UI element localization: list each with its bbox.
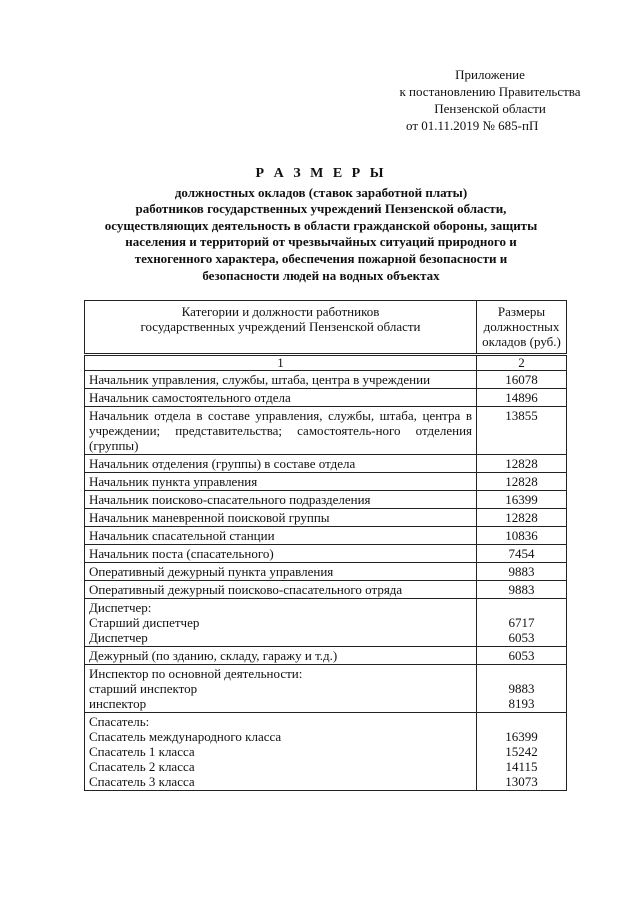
- blank-line: [481, 666, 562, 681]
- salary-cell: [477, 599, 567, 647]
- header-text: Размеры: [497, 304, 546, 319]
- heading-line: безопасности людей на водных объектах: [202, 267, 440, 283]
- heading-line: работников государственных учреждений Пензенской области,: [135, 201, 507, 217]
- category-cell: Начальник управления, службы, штаба, центра в учреждении: [85, 371, 477, 389]
- group-title: Диспетчер:: [89, 600, 152, 615]
- group-value: 14115: [505, 759, 538, 774]
- salary-cell: [477, 665, 567, 713]
- category-cell: [85, 599, 477, 647]
- category-cell: Начальник маневренной поисковой группы: [85, 509, 477, 527]
- group-value: 8193: [508, 696, 535, 711]
- salary-cell: 16399: [477, 491, 567, 509]
- salary-cell: 7454: [477, 545, 567, 563]
- category-cell: Начальник отдела в составе управления, службы, штаба, центра в учреждении; представительства; самостоятель-ного отделения (группы): [85, 407, 477, 455]
- group-value: 15242: [505, 744, 538, 759]
- table-row: [85, 647, 567, 665]
- table-row: [85, 509, 567, 527]
- category-cell: [85, 665, 477, 713]
- salary-cell: 9883: [477, 581, 567, 599]
- category-column-header: [85, 301, 477, 355]
- table-row: [85, 581, 567, 599]
- appendix-date-line: от 01.11.2019 № 685-пП: [406, 118, 539, 133]
- group-value: 16399: [505, 729, 538, 744]
- table-header-row: [85, 301, 567, 355]
- appendix-line: Пензенской области: [434, 101, 546, 116]
- category-cell: Начальник поста (спасательного): [85, 545, 477, 563]
- group-item: Старший диспетчер: [89, 615, 200, 630]
- table-row: [85, 491, 567, 509]
- column-number-row: [85, 355, 567, 371]
- salary-column-header: [477, 301, 567, 355]
- blank-line: [481, 600, 562, 615]
- group-item: инспектор: [89, 696, 147, 711]
- salary-cell: [477, 713, 567, 791]
- salary-cell: 13855: [477, 407, 567, 455]
- heading-line: осуществляющих деятельность в области гражданской обороны, защиты: [104, 217, 538, 233]
- table-row: [85, 455, 567, 473]
- heading-line: должностных окладов (ставок заработной платы): [174, 184, 468, 200]
- table-row-group-dispatcher: [85, 599, 567, 647]
- table-row: [85, 563, 567, 581]
- group-value: 6053: [508, 630, 535, 645]
- appendix-line: к постановлению Правительства: [399, 84, 581, 99]
- category-cell: Оперативный дежурный поисково-спасательного отряда: [85, 581, 477, 599]
- salary-cell: 16078: [477, 371, 567, 389]
- category-cell: Начальник поисково-спасательного подразделения: [85, 491, 477, 509]
- table-row: [85, 371, 567, 389]
- group-item: Спасатель 2 класса: [89, 759, 195, 774]
- header-text: государственных учреждений Пензенской области: [140, 319, 421, 334]
- heading-line: техногенного характера, обеспечения пожарной безопасности и: [134, 250, 508, 266]
- header-text: должностных: [483, 319, 560, 334]
- salary-cell: 6053: [477, 647, 567, 665]
- category-cell: Начальник пункта управления: [85, 473, 477, 491]
- table-row: [85, 407, 567, 455]
- group-item: Спасатель 3 класса: [89, 774, 195, 789]
- header-text: окладов (руб.): [482, 334, 561, 349]
- category-cell: Начальник отделения (группы) в составе отдела: [85, 455, 477, 473]
- salary-cell: 10836: [477, 527, 567, 545]
- category-cell: Начальник самостоятельного отдела: [85, 389, 477, 407]
- heading-line: населения и территорий от чрезвычайных ситуаций природного и: [125, 234, 517, 250]
- header-text: Категории и должности работников: [181, 304, 380, 319]
- table-row: [85, 527, 567, 545]
- document-title: Р А З М Е Р Ы: [255, 166, 387, 181]
- salary-cell: 14896: [477, 389, 567, 407]
- group-value: 13073: [505, 774, 538, 789]
- column-number: 1: [85, 355, 477, 371]
- table-row-group-inspector: [85, 665, 567, 713]
- group-title: Инспектор по основной деятельности:: [89, 666, 303, 681]
- group-item: Спасатель 1 класса: [89, 744, 195, 759]
- appendix-block: [380, 66, 600, 134]
- group-title: Спасатель:: [89, 714, 150, 729]
- document-heading: [80, 166, 562, 284]
- category-cell: Оперативный дежурный пункта управления: [85, 563, 477, 581]
- table-row: [85, 545, 567, 563]
- salary-table: [84, 300, 567, 791]
- table-row-group-rescuer: [85, 713, 567, 791]
- column-number: 2: [477, 355, 567, 371]
- category-cell: [85, 713, 477, 791]
- table-row: [85, 473, 567, 491]
- category-cell: Дежурный (по зданию, складу, гаражу и т.д.): [85, 647, 477, 665]
- group-value: 9883: [508, 681, 535, 696]
- group-value: 6717: [508, 615, 535, 630]
- salary-cell: 12828: [477, 473, 567, 491]
- appendix-line: Приложение: [455, 67, 525, 82]
- blank-line: [481, 714, 562, 729]
- group-item: Диспетчер: [89, 630, 148, 645]
- group-item: Спасатель международного класса: [89, 729, 282, 744]
- category-cell: Начальник спасательной станции: [85, 527, 477, 545]
- table-row: [85, 389, 567, 407]
- salary-cell: 12828: [477, 455, 567, 473]
- group-item: старший инспектор: [89, 681, 198, 696]
- salary-cell: 12828: [477, 509, 567, 527]
- salary-cell: 9883: [477, 563, 567, 581]
